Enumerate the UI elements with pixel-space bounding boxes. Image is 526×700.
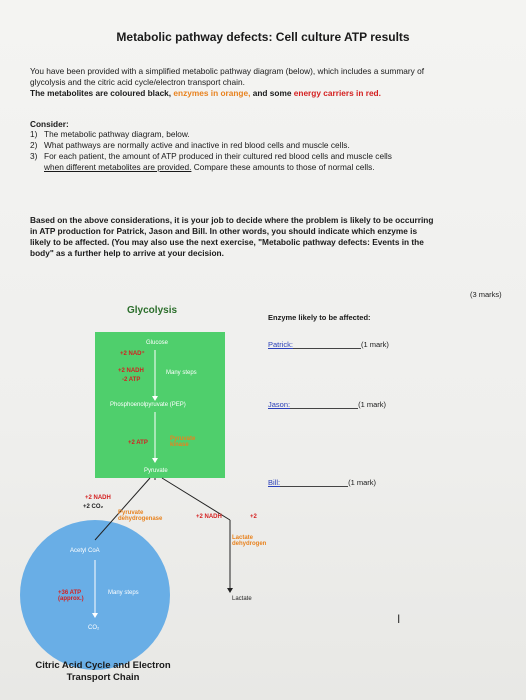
intro-line-1: You have been provided with a simplified metabolic pathway diagram (below), which includes a summary of [30,66,424,76]
many-steps-label: Many steps [166,370,197,376]
mark-label: (1 mark) [358,400,387,409]
bill-label: Bill: [268,478,281,487]
glycolysis-title: Glycolysis [127,305,178,316]
lactate-label: Lactate [232,596,252,602]
atp-cac-label: +36 ATP (approx.) [58,590,84,602]
consider-label: Consider: [30,119,69,129]
arrow-pyruvate-acetyl [95,478,150,540]
jason-answer-line[interactable] [290,400,358,409]
list-item-continuation: when different metabolites are provided. Compare these amounts to those of normal cells. [44,162,375,172]
nadh-label: +2 NADH [118,368,144,374]
intro-line-3: The metabolites are coloured black, enzymes in orange, and some energy carriers in red. [30,88,381,98]
bill-row [268,478,376,487]
glucose-label: Glucose [146,340,169,346]
task-paragraph: Based on the above considerations, it is your job to decide where the problem is likely to be occurring in ATP production for Patrick, Jason and Bill. In other words, you should indicate which enzyme is likely to be affected. (You may also use the next exercise, "Metabolic pathway defects: Events in the body" as a further help to arrive at your decision. [30,215,434,258]
co2-label: +2 CO₂ [83,504,104,510]
jason-label: Jason: [268,400,291,409]
atp-consumed-label: -2 ATP [122,377,141,383]
patrick-row [268,340,389,349]
total-marks: (3 marks) [470,290,502,299]
nadh-pdh-label: +2 NADH [85,495,111,501]
pyruvate-dehydrogenase-label: Pyruvate dehydrogenase [118,510,163,522]
text-cursor-icon: I [397,612,401,626]
patrick-label: Patrick: [268,340,294,349]
bill-answer-line[interactable] [280,478,348,487]
acetyl-coa-label: Acetyl CoA [70,548,100,554]
list-item: 3) For each patient, the amount of ATP produced in their cultured red blood cells and muscle cells [30,151,392,161]
co2-cac-label: CO₂ [88,625,100,631]
many-steps-cac-label: Many steps [108,590,139,596]
nadh-ldh-label: +2 NADH [196,514,222,520]
page-title: Metabolic pathway defects: Cell culture ATP results [116,30,410,44]
mark-label: (1 mark) [361,340,389,349]
list-item: 1) The metabolic pathway diagram, below. [30,129,190,139]
plus-two-label: +2 [250,514,257,520]
citric-acid-cycle-title: Citric Acid Cycle and Electron Transport Chain [35,660,171,683]
mark-label: (1 mark) [348,478,377,487]
jason-row [268,400,386,409]
pyruvate-kinase-label: Pyruvate kinase [170,436,196,448]
intro-line-2: glycolysis and the citric acid cycle/electron transport chain. [30,77,245,87]
lactate-dehydrogenase-label: Lactate dehydrogen [232,535,267,547]
pyruvate-label: Pyruvate [144,468,168,474]
patrick-answer-line[interactable] [293,340,361,349]
nad-label: +2 NAD⁺ [120,351,145,357]
list-item: 2) What pathways are normally active and inactive in red blood cells and muscle cells. [30,140,350,150]
enzyme-heading: Enzyme likely to be affected: [268,313,371,322]
pep-label: Phosphoenolpyruvate (PEP) [110,402,186,408]
atp-produced-label: +2 ATP [128,440,148,446]
